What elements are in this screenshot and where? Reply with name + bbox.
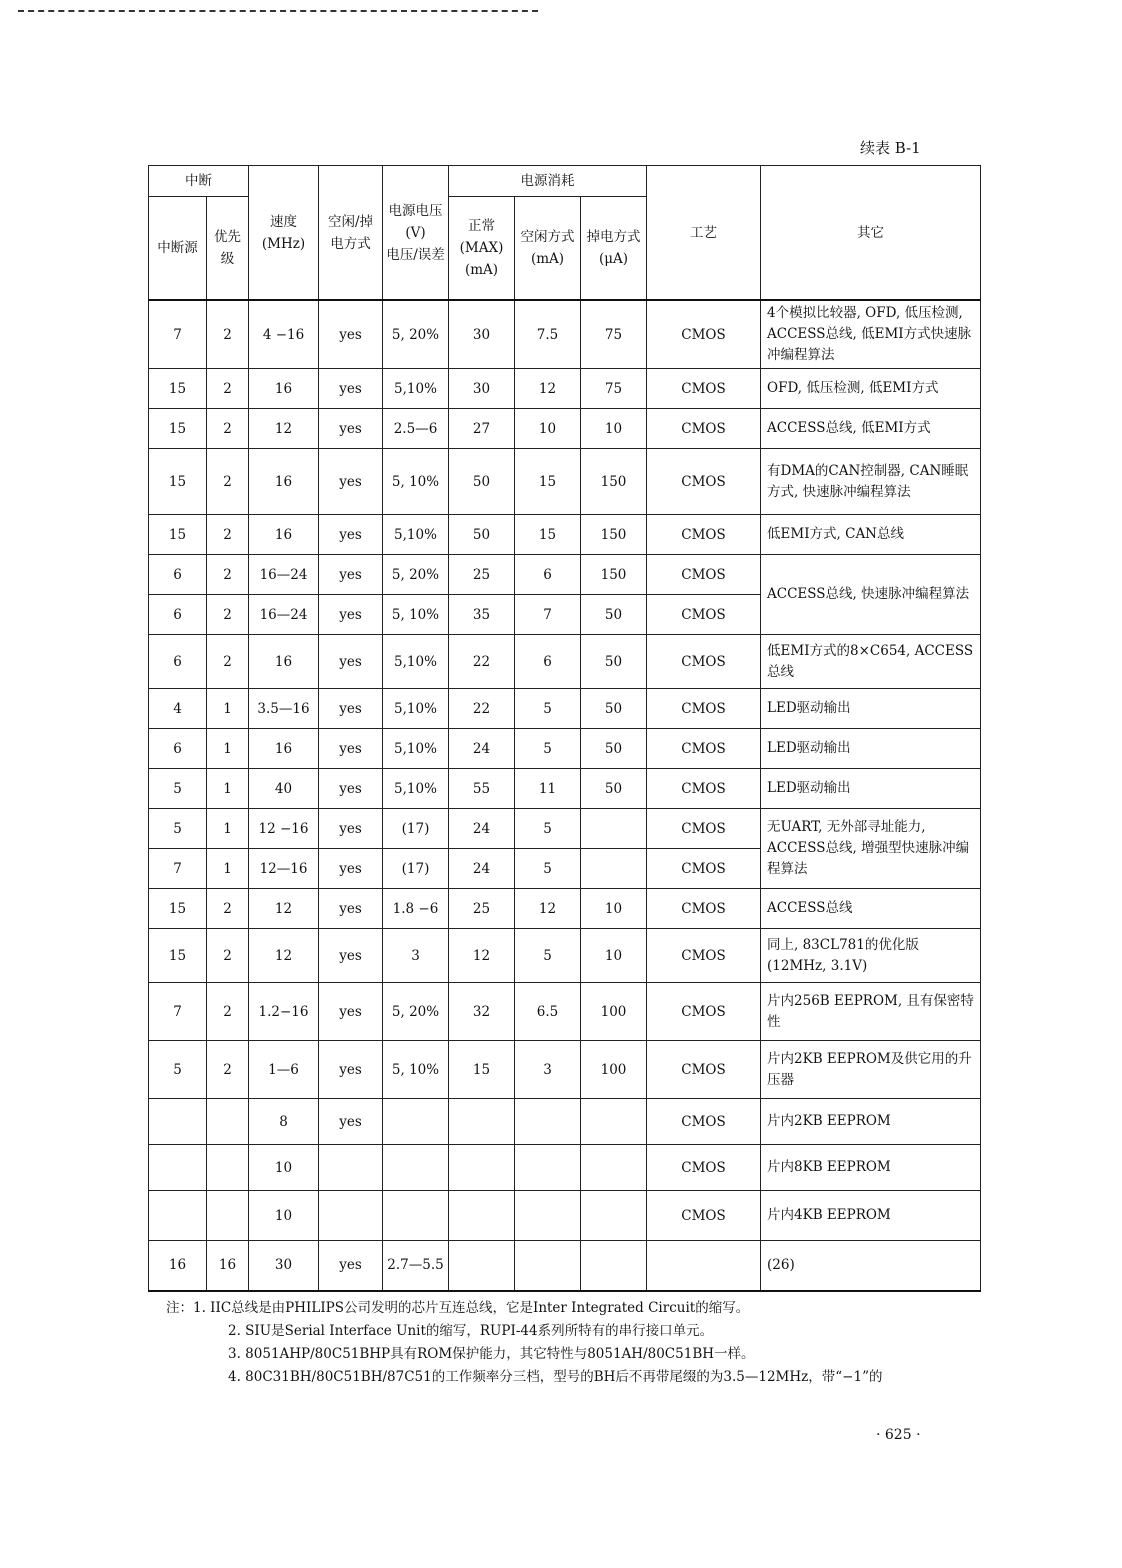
cell-other: (26) (761, 1241, 981, 1291)
table-row (149, 889, 981, 929)
cell-src: 15 (149, 929, 207, 983)
table-row (149, 515, 981, 555)
cell-other: LED驱动输出 (761, 689, 981, 729)
cell-pri: 1 (207, 689, 249, 729)
table-row (149, 1191, 981, 1241)
cell-pd: 100 (581, 1041, 647, 1099)
cell-idle-ma: 7 (515, 595, 581, 635)
table-row (149, 409, 981, 449)
cell-idle: yes (319, 369, 383, 409)
cell-normal: 24 (449, 809, 515, 849)
table-row (149, 729, 981, 769)
continued-label: 续表 B-1 (860, 139, 921, 157)
header-idle-powerdown: 空闲/掉电方式 (319, 166, 383, 301)
spec-table (148, 165, 981, 1292)
top-dashed-rule (18, 10, 538, 16)
cell-idle-ma: 15 (515, 515, 581, 555)
cell-idle: yes (319, 1241, 383, 1291)
cell-volt: 5, 10% (383, 595, 449, 635)
cell-pd (581, 1241, 647, 1291)
cell-normal (449, 1191, 515, 1241)
cell-speed: 8 (249, 1099, 319, 1145)
cell-pri: 2 (207, 300, 249, 369)
cell-pri: 2 (207, 409, 249, 449)
cell-speed: 40 (249, 769, 319, 809)
cell-speed: 16—24 (249, 595, 319, 635)
cell-idle: yes (319, 1099, 383, 1145)
cell-idle-ma: 12 (515, 889, 581, 929)
cell-volt: 5, 10% (383, 449, 449, 515)
cell-proc: CMOS (647, 1145, 761, 1191)
footnote: 4. 80C31BH/80C51BH/87C51的工作频率分三档，型号的BH后不再带尾缀的为3.5—12MHz，带“−1”的 (228, 1369, 883, 1385)
cell-other: 片内256B EEPROM, 且有保密特性 (761, 983, 981, 1041)
cell-normal: 50 (449, 449, 515, 515)
header-interrupt: 中断 (149, 166, 249, 197)
cell-pd: 75 (581, 369, 647, 409)
cell-proc: CMOS (647, 300, 761, 369)
cell-proc: CMOS (647, 929, 761, 983)
cell-idle: yes (319, 889, 383, 929)
cell-pd: 10 (581, 889, 647, 929)
header-idle-mode-unit: (mA) (530, 251, 565, 267)
cell-pd (581, 849, 647, 889)
header-supply-voltage-label: 电源电压 (388, 202, 443, 219)
cell-proc: CMOS (647, 769, 761, 809)
cell-other: ACCESS总线, 低EMI方式 (761, 409, 981, 449)
cell-src: 15 (149, 889, 207, 929)
page-number: · 625 · (876, 1427, 921, 1443)
spec-table-body (149, 300, 981, 1291)
cell-other: 同上, 83CL781的优化版(12MHz, 3.1V) (761, 929, 981, 983)
cell-idle: yes (319, 929, 383, 983)
cell-idle-ma: 5 (515, 809, 581, 849)
cell-src: 5 (149, 769, 207, 809)
cell-speed: 12—16 (249, 849, 319, 889)
cell-volt: 5,10% (383, 515, 449, 555)
table-row (149, 983, 981, 1041)
cell-proc: CMOS (647, 983, 761, 1041)
cell-idle-ma: 5 (515, 689, 581, 729)
cell-speed: 16 (249, 449, 319, 515)
cell-volt: (17) (383, 809, 449, 849)
cell-volt: 2.7—5.5 (383, 1241, 449, 1291)
cell-pri: 1 (207, 729, 249, 769)
header-supply-voltage (383, 166, 449, 301)
cell-idle-ma: 5 (515, 849, 581, 889)
table-row (149, 1041, 981, 1099)
header-normal (449, 197, 515, 301)
cell-pri: 2 (207, 449, 249, 515)
cell-volt: 3 (383, 929, 449, 983)
header-supply-voltage-unit: (V) (405, 224, 426, 241)
cell-volt: 5,10% (383, 769, 449, 809)
header-powerdown-mode-label: 掉电方式 (586, 229, 641, 245)
cell-pri: 2 (207, 595, 249, 635)
table-row (149, 555, 981, 595)
cell-idle: yes (319, 449, 383, 515)
cell-speed: 10 (249, 1145, 319, 1191)
cell-other: LED驱动输出 (761, 769, 981, 809)
cell-volt: 5, 10% (383, 1041, 449, 1099)
header-normal-unit: (MAX) (459, 240, 504, 256)
header-speed-label: 速度 (270, 213, 297, 230)
cell-speed: 12 (249, 889, 319, 929)
cell-proc: CMOS (647, 555, 761, 595)
cell-pd: 75 (581, 300, 647, 369)
cell-idle-ma: 12 (515, 369, 581, 409)
cell-normal: 25 (449, 889, 515, 929)
header-powerdown-mode (581, 197, 647, 301)
cell-normal: 32 (449, 983, 515, 1041)
header-idle-mode (515, 197, 581, 301)
cell-volt: 2.5—6 (383, 409, 449, 449)
cell-speed: 3.5—16 (249, 689, 319, 729)
cell-pd (581, 1191, 647, 1241)
cell-idle-ma: 15 (515, 449, 581, 515)
cell-src: 15 (149, 515, 207, 555)
cell-volt: 5, 20% (383, 983, 449, 1041)
cell-pri: 2 (207, 1041, 249, 1099)
cell-pri: 16 (207, 1241, 249, 1291)
cell-idle: yes (319, 689, 383, 729)
cell-src: 7 (149, 300, 207, 369)
cell-speed: 16 (249, 635, 319, 689)
cell-normal (449, 1241, 515, 1291)
cell-idle-ma: 11 (515, 769, 581, 809)
cell-speed: 16—24 (249, 555, 319, 595)
cell-pd (581, 809, 647, 849)
cell-pd: 150 (581, 515, 647, 555)
cell-idle: yes (319, 595, 383, 635)
cell-proc: CMOS (647, 449, 761, 515)
cell-idle-ma: 6.5 (515, 983, 581, 1041)
cell-volt (383, 1191, 449, 1241)
cell-speed: 16 (249, 515, 319, 555)
cell-proc: CMOS (647, 515, 761, 555)
cell-normal: 30 (449, 300, 515, 369)
cell-src: 15 (149, 409, 207, 449)
table-row (149, 449, 981, 515)
cell-pd: 50 (581, 729, 647, 769)
cell-idle-ma (515, 1145, 581, 1191)
cell-pd: 150 (581, 555, 647, 595)
table-row (149, 929, 981, 983)
cell-idle-ma: 6 (515, 635, 581, 689)
cell-pd: 50 (581, 689, 647, 729)
cell-other: ACCESS总线, 快速脉冲编程算法 (761, 555, 981, 635)
cell-idle: yes (319, 983, 383, 1041)
cell-idle (319, 1191, 383, 1241)
cell-speed: 12 (249, 409, 319, 449)
cell-pri: 2 (207, 515, 249, 555)
cell-other: 有DMA的CAN控制器, CAN睡眠方式, 快速脉冲编程算法 (761, 449, 981, 515)
cell-proc: CMOS (647, 849, 761, 889)
cell-other: 4个模拟比较器, OFD, 低压检测, ACCESS总线, 低EMI方式快速脉冲编程算法 (761, 300, 981, 369)
header-interrupt-source: 中断源 (149, 197, 207, 301)
header-priority: 优先级 (207, 197, 249, 301)
cell-idle-ma (515, 1099, 581, 1145)
table-row (149, 369, 981, 409)
cell-speed: 4 −16 (249, 300, 319, 369)
cell-proc: CMOS (647, 729, 761, 769)
cell-pd: 150 (581, 449, 647, 515)
cell-pd (581, 1099, 647, 1145)
cell-pd: 50 (581, 635, 647, 689)
cell-pd: 50 (581, 769, 647, 809)
cell-pri: 2 (207, 929, 249, 983)
cell-volt (383, 1099, 449, 1145)
cell-proc: CMOS (647, 369, 761, 409)
cell-src (149, 1099, 207, 1145)
cell-idle: yes (319, 555, 383, 595)
table-row (149, 689, 981, 729)
header-power-consumption: 电源消耗 (449, 166, 647, 197)
cell-other: 片内2KB EEPROM (761, 1099, 981, 1145)
cell-normal: 30 (449, 369, 515, 409)
cell-idle-ma: 5 (515, 729, 581, 769)
cell-idle-ma: 5 (515, 929, 581, 983)
header-powerdown-mode-unit: (μA) (598, 251, 629, 267)
cell-normal: 15 (449, 1041, 515, 1099)
cell-idle-ma: 3 (515, 1041, 581, 1099)
table-row (149, 769, 981, 809)
cell-idle: yes (319, 515, 383, 555)
cell-pri (207, 1145, 249, 1191)
cell-idle (319, 1145, 383, 1191)
header-idle-mode-label: 空闲方式 (520, 229, 575, 245)
cell-speed: 12 −16 (249, 809, 319, 849)
cell-idle: yes (319, 809, 383, 849)
cell-normal: 35 (449, 595, 515, 635)
footnotes (166, 1297, 996, 1389)
cell-volt: 5,10% (383, 369, 449, 409)
cell-speed: 12 (249, 929, 319, 983)
cell-idle-ma: 7.5 (515, 300, 581, 369)
cell-idle: yes (319, 729, 383, 769)
cell-other: 片内2KB EEPROM及供它用的升压器 (761, 1041, 981, 1099)
cell-proc: CMOS (647, 1099, 761, 1145)
cell-other: 无UART, 无外部寻址能力, ACCESS总线, 增强型快速脉冲编程算法 (761, 809, 981, 889)
cell-normal: 27 (449, 409, 515, 449)
table-row (149, 1241, 981, 1291)
cell-src: 15 (149, 449, 207, 515)
cell-proc: CMOS (647, 635, 761, 689)
table-row (149, 635, 981, 689)
table-row (149, 809, 981, 849)
header-process: 工艺 (647, 166, 761, 301)
header-speed-unit: (MHz) (261, 235, 306, 252)
cell-idle-ma: 10 (515, 409, 581, 449)
cell-proc: CMOS (647, 809, 761, 849)
header-other: 其它 (761, 166, 981, 301)
cell-idle-ma (515, 1241, 581, 1291)
cell-normal (449, 1099, 515, 1145)
cell-pd: 10 (581, 409, 647, 449)
header-normal-unit2: (mA) (464, 262, 499, 278)
cell-other: 低EMI方式, CAN总线 (761, 515, 981, 555)
cell-src (149, 1145, 207, 1191)
cell-normal: 24 (449, 729, 515, 769)
cell-other: OFD, 低压检测, 低EMI方式 (761, 369, 981, 409)
cell-pri (207, 1191, 249, 1241)
cell-other: 低EMI方式的8×C654, ACCESS总线 (761, 635, 981, 689)
header-speed (249, 166, 319, 301)
cell-pri: 1 (207, 849, 249, 889)
footnote: 3. 8051AHP/80C51BHP具有ROM保护能力，其它特性与8051AH/80C51BH一样。 (228, 1346, 755, 1362)
cell-src: 5 (149, 1041, 207, 1099)
cell-pd: 100 (581, 983, 647, 1041)
header-row-1 (149, 166, 981, 197)
cell-volt: 5,10% (383, 729, 449, 769)
cell-pri: 2 (207, 635, 249, 689)
cell-other: 片内4KB EEPROM (761, 1191, 981, 1241)
cell-normal: 25 (449, 555, 515, 595)
cell-idle: yes (319, 1041, 383, 1099)
cell-src: 7 (149, 983, 207, 1041)
cell-other: ACCESS总线 (761, 889, 981, 929)
cell-src: 4 (149, 689, 207, 729)
header-voltage-tolerance: 电压/误差 (386, 246, 445, 263)
cell-pd (581, 1145, 647, 1191)
cell-pd: 10 (581, 929, 647, 983)
cell-idle-ma (515, 1191, 581, 1241)
cell-proc: CMOS (647, 595, 761, 635)
cell-idle: yes (319, 300, 383, 369)
cell-proc: CMOS (647, 1041, 761, 1099)
cell-pri: 1 (207, 769, 249, 809)
cell-src: 7 (149, 849, 207, 889)
cell-idle: yes (319, 635, 383, 689)
cell-other: 片内8KB EEPROM (761, 1145, 981, 1191)
cell-src (149, 1191, 207, 1241)
cell-proc: CMOS (647, 409, 761, 449)
cell-volt: 5,10% (383, 635, 449, 689)
cell-other: LED驱动输出 (761, 729, 981, 769)
cell-proc: CMOS (647, 1191, 761, 1241)
table-row (149, 1099, 981, 1145)
cell-speed: 1.2−16 (249, 983, 319, 1041)
cell-volt: 5, 20% (383, 555, 449, 595)
cell-pri: 2 (207, 369, 249, 409)
cell-src: 16 (149, 1241, 207, 1291)
cell-normal: 12 (449, 929, 515, 983)
cell-speed: 1—6 (249, 1041, 319, 1099)
cell-src: 6 (149, 635, 207, 689)
cell-src: 6 (149, 729, 207, 769)
header-normal-label: 正常 (468, 218, 495, 234)
footnote: 2. SIU是Serial Interface Unit的缩写，RUPI-44系列所特有的串行接口单元。 (228, 1323, 714, 1339)
cell-proc (647, 1241, 761, 1291)
cell-idle: yes (319, 849, 383, 889)
cell-pd: 50 (581, 595, 647, 635)
cell-pri: 2 (207, 555, 249, 595)
cell-idle-ma: 6 (515, 555, 581, 595)
cell-volt: (17) (383, 849, 449, 889)
cell-speed: 16 (249, 369, 319, 409)
cell-src: 5 (149, 809, 207, 849)
cell-speed: 10 (249, 1191, 319, 1241)
cell-src: 15 (149, 369, 207, 409)
cell-proc: CMOS (647, 889, 761, 929)
cell-proc: CMOS (647, 689, 761, 729)
cell-normal: 24 (449, 849, 515, 889)
cell-normal: 55 (449, 769, 515, 809)
cell-idle: yes (319, 769, 383, 809)
cell-src: 6 (149, 555, 207, 595)
cell-volt: 5, 20% (383, 300, 449, 369)
footnote: 注：1. IIC总线是由PHILIPS公司发明的芯片互连总线，它是Inter Integrated Circuit的缩写。 (166, 1300, 750, 1316)
cell-pri: 2 (207, 983, 249, 1041)
cell-normal (449, 1145, 515, 1191)
cell-idle: yes (319, 409, 383, 449)
cell-src: 6 (149, 595, 207, 635)
cell-pri: 2 (207, 889, 249, 929)
cell-normal: 22 (449, 635, 515, 689)
cell-speed: 30 (249, 1241, 319, 1291)
table-row (149, 300, 981, 369)
cell-pri: 1 (207, 809, 249, 849)
cell-normal: 50 (449, 515, 515, 555)
cell-volt (383, 1145, 449, 1191)
cell-speed: 16 (249, 729, 319, 769)
cell-volt: 5,10% (383, 689, 449, 729)
cell-volt: 1.8 −6 (383, 889, 449, 929)
cell-pri (207, 1099, 249, 1145)
cell-normal: 22 (449, 689, 515, 729)
table-row (149, 1145, 981, 1191)
